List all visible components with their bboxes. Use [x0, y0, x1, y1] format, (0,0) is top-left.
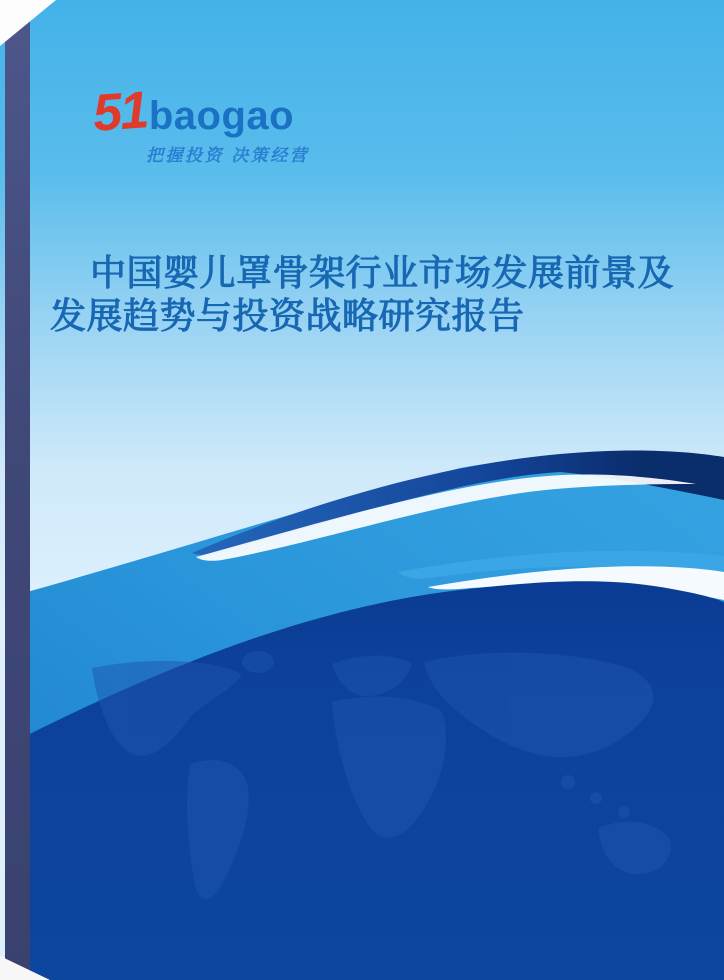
title-line-2: 发展趋势与投资战略研究报告 [50, 295, 525, 336]
logo-51-icon: 51 [91, 81, 149, 143]
book-spine [5, 0, 30, 980]
brand-tagline: 把握投资 决策经营 [146, 146, 310, 165]
report-title [0, 251, 724, 337]
brand-logo [91, 81, 295, 143]
title-line-1: 中国婴儿罩骨架行业市场发展前景及 [90, 252, 675, 293]
logo-baogao-text: baogao [148, 94, 295, 138]
